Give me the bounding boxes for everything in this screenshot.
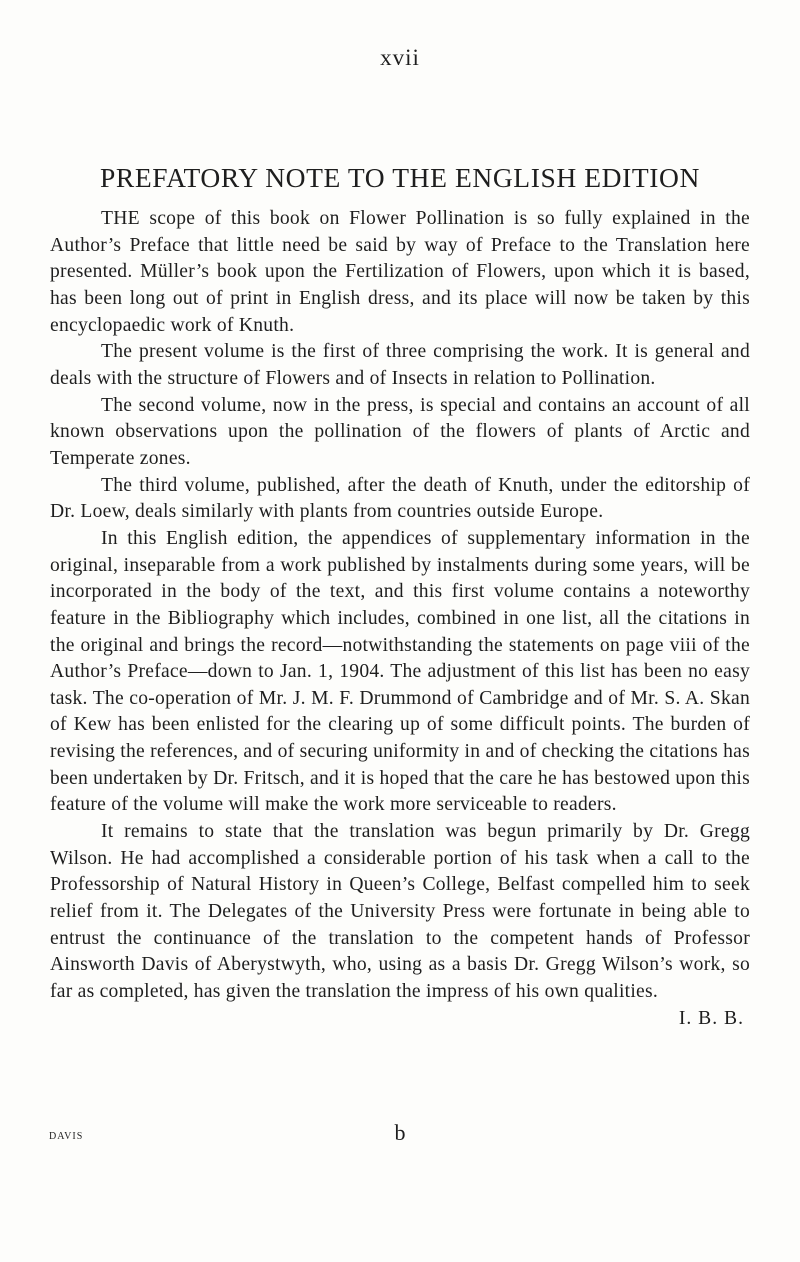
paragraph-5: In this English edition, the appendices of supplementary information in the original, inseparable from a work published by instalments during some years, will be incorporated in the body of the text, and this first volume contains a noteworthy feature in the Bibliography which includes, combined in one list, all the citations in the original and brings the record—notwithstanding the statements on page viii of the Author’s Preface—down to Jan. 1, 1904. The adjustment of this list has been no easy task. The co-operation of Mr. J. M. F. Drummond of Cambridge and of Mr. S. A. Skan of Kew has been enlisted for the clearing up of some difficult points. The burden of revising the references, and of securing uniformity in and of checking the citations has been undertaken by Dr. Fritsch, and it is hoped that the care he has bestowed upon this feature of the volume will make the work more serviceable to readers. xyxy=(50,527,750,816)
page-title: PREFATORY NOTE TO THE ENGLISH EDITION xyxy=(100,162,700,193)
body-text xyxy=(50,206,750,1032)
paragraph-4: The third volume, published, after the death of Knuth, under the editorship of Dr. Loew, deals similarly with plants from countries outside Europe. xyxy=(50,474,750,523)
footer-sheet-letter: b xyxy=(394,1120,406,1145)
footer-signature-mark: DAVIS xyxy=(49,1131,84,1142)
paragraph-2: The present volume is the first of three comprising the work. It is general and deals with the structure of Flowers and of Insects in relation to Pollination. xyxy=(50,341,750,389)
paragraph-1: THE scope of this book on Flower Pollination is so fully explained in the Author’s Preface that little need be said by way of Preface to the Translation here presented. Müller’s book upon the Fertilization of Flowers, upon which it is based, has been long out of print in English dress, and its place will now be taken by this encyclopaedic work of Knuth. xyxy=(50,208,750,336)
paragraph-6: It remains to state that the translation was begun primarily by Dr. Gregg Wilson. He had accomplished a considerable portion of his task when a call to the Professorship of Natural History in Queen’s College, Belfast compelled him to seek relief from it. The Delegates of the University Press were fortunate in being able to entrust the continuance of the translation to the competent hands of Professor Ainsworth Davis of Aberystwyth, who, using as a basis Dr. Gregg Wilson’s work, so far as completed, has given the translation the impress of his own qualities. xyxy=(50,821,750,1003)
signature-initials: I. B. B. xyxy=(678,1007,744,1029)
page-number: xvii xyxy=(380,45,420,70)
paragraph-3: The second volume, now in the press, is special and contains an account of all known observations upon the pollination of the flowers of plants of Arctic and Temperate zones. xyxy=(50,394,750,469)
